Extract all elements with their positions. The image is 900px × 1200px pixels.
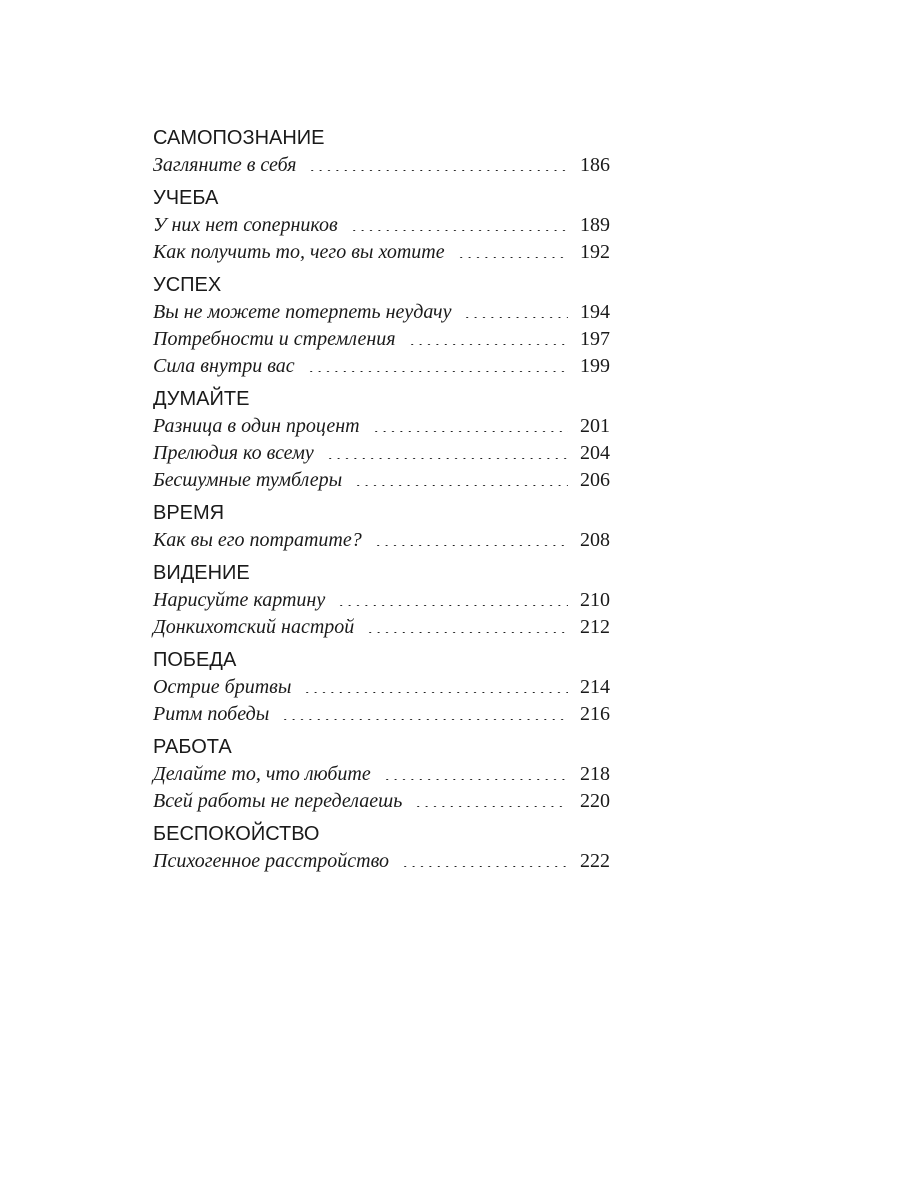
page-number: 192 <box>580 241 610 263</box>
toc-section <box>153 184 610 266</box>
page-number: 216 <box>580 703 610 725</box>
page-number: 197 <box>580 328 610 350</box>
entry-title: Всей работы не переделаешь <box>153 790 403 812</box>
entry-title: Психогенное расстройство <box>153 850 390 872</box>
entry-title: Делайте то, что любите <box>153 763 371 785</box>
toc-section <box>153 499 610 554</box>
toc-entry[interactable] <box>153 674 610 701</box>
dot-leader <box>366 632 568 633</box>
section-heading: ВИДЕНИЕ <box>153 562 250 584</box>
toc-entry[interactable] <box>153 761 610 788</box>
entry-title: Донкихотский настрой <box>153 616 355 638</box>
page-number: 189 <box>580 214 610 236</box>
entry-title: Сила внутри вас <box>153 355 295 377</box>
entry-title: Загляните в себя <box>153 154 297 176</box>
dot-leader <box>372 431 568 432</box>
page-number: 212 <box>580 616 610 638</box>
entry-title: Вы не можете потерпеть неудачу <box>153 301 452 323</box>
section-heading: ВРЕМЯ <box>153 502 225 524</box>
page-number: 204 <box>580 442 610 464</box>
entry-title: Прелюдия ко всему <box>153 442 314 464</box>
entry-title: Разница в один процент <box>153 415 360 437</box>
toc-entry[interactable] <box>153 788 610 815</box>
page-number: 220 <box>580 790 610 812</box>
dot-leader <box>308 170 568 171</box>
entry-title: Как получить то, чего вы хотите <box>153 241 445 263</box>
toc-entry[interactable] <box>153 299 610 326</box>
dot-leader <box>326 458 568 459</box>
toc-entry[interactable] <box>153 614 610 641</box>
toc-entry[interactable] <box>153 848 610 875</box>
page-number: 222 <box>580 850 610 872</box>
toc-entry[interactable] <box>153 467 610 494</box>
section-heading: САМОПОЗНАНИЕ <box>153 127 325 149</box>
toc-entry[interactable] <box>153 239 610 266</box>
section-heading: РАБОТА <box>153 736 232 758</box>
entry-title: Потребности и стремления <box>153 328 396 350</box>
page-number: 214 <box>580 676 610 698</box>
toc-section <box>153 820 610 875</box>
dot-leader <box>463 317 568 318</box>
toc-entry[interactable] <box>153 413 610 440</box>
dot-leader <box>383 779 568 780</box>
toc-entry[interactable] <box>153 527 610 554</box>
toc-section <box>153 271 610 380</box>
table-of-contents <box>153 124 610 880</box>
entry-title: У них нет соперников <box>153 214 338 236</box>
dot-leader <box>350 230 568 231</box>
section-heading: БЕСПОКОЙСТВО <box>153 823 320 845</box>
toc-entry[interactable] <box>153 587 610 614</box>
dot-leader <box>354 485 568 486</box>
toc-entry[interactable] <box>153 440 610 467</box>
entry-title: Нарисуйте картину <box>153 589 326 611</box>
page-number: 194 <box>580 301 610 323</box>
entry-title: Как вы его потратите? <box>153 529 362 551</box>
toc-section <box>153 733 610 815</box>
page-number: 218 <box>580 763 610 785</box>
toc-section <box>153 559 610 641</box>
toc-entry[interactable] <box>153 326 610 353</box>
dot-leader <box>281 719 568 720</box>
page-number: 199 <box>580 355 610 377</box>
toc-section <box>153 124 610 179</box>
dot-leader <box>307 371 568 372</box>
entry-title: Бесшумные тумблеры <box>153 469 343 491</box>
dot-leader <box>408 344 568 345</box>
toc-entry[interactable] <box>153 152 610 179</box>
section-heading: УЧЕБА <box>153 187 219 209</box>
toc-section <box>153 385 610 494</box>
entry-title: Ритм победы <box>153 703 270 725</box>
toc-entry[interactable] <box>153 701 610 728</box>
toc-entry[interactable] <box>153 212 610 239</box>
toc-section <box>153 646 610 728</box>
page-number: 210 <box>580 589 610 611</box>
entry-title: Острие бритвы <box>153 676 292 698</box>
page-number: 208 <box>580 529 610 551</box>
section-heading: ПОБЕДА <box>153 649 237 671</box>
toc-entry[interactable] <box>153 353 610 380</box>
dot-leader <box>414 806 568 807</box>
page-number: 206 <box>580 469 610 491</box>
dot-leader <box>401 866 568 867</box>
dot-leader <box>337 605 568 606</box>
dot-leader <box>303 692 568 693</box>
page-number: 186 <box>580 154 610 176</box>
section-heading: УСПЕХ <box>153 274 222 296</box>
dot-leader <box>374 545 568 546</box>
page-number: 201 <box>580 415 610 437</box>
section-heading: ДУМАЙТЕ <box>153 388 250 410</box>
dot-leader <box>457 257 568 258</box>
